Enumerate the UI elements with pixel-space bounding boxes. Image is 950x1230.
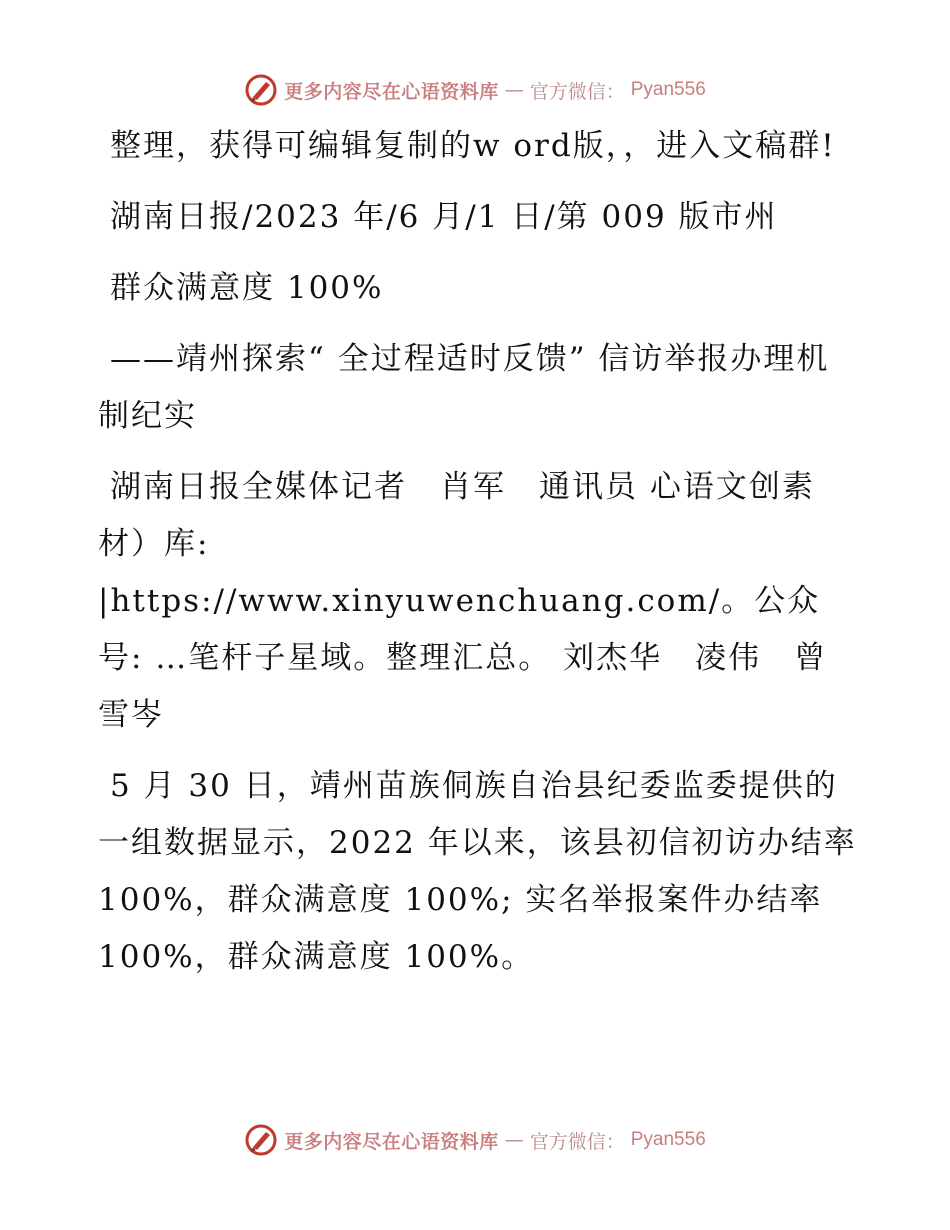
article-subtitle: ——靖州探索“ 全过程适时反馈” 信访举报办理机制纪实 bbox=[98, 341, 830, 434]
body-paragraph: 5 月 30 日，靖州苗族侗族自治县纪委监委提供的一组数据显示，2022 年以来，该县初信初访办结率 100%，群众满意度 100%; 实名举报案件办结率 100%，群众满意度 100%。 bbox=[98, 768, 857, 975]
source-line: 湖南日报/2023 年/6 月/1 日/第 009 版市州 bbox=[110, 199, 778, 235]
pen-logo-icon bbox=[244, 1123, 278, 1157]
header-watermark bbox=[0, 70, 950, 110]
watermark-text: 更多内容尽在心语资料库 bbox=[284, 80, 499, 103]
document-body bbox=[98, 118, 858, 1000]
byline: 湖南日报全媒体记者 肖军 通讯员 心语文创素材）库: |https://www.xinyuwenchuang.com/。公众号: …笔杆子星域。整理汇总。 刘杰华 凌伟 曾雪岑 bbox=[98, 469, 828, 733]
footer-watermark bbox=[0, 1120, 950, 1160]
pen-logo-icon bbox=[244, 73, 278, 107]
watermark-id: Pyan556 bbox=[630, 79, 706, 100]
watermark-dash: — bbox=[504, 1129, 524, 1151]
article-title: 群众满意度 100% bbox=[110, 270, 384, 306]
intro-note: 整理，获得可编辑复制的w ord版，，进入文稿群! bbox=[110, 128, 836, 164]
watermark-text: 更多内容尽在心语资料库 bbox=[284, 1130, 499, 1153]
watermark-dash: — bbox=[504, 79, 524, 101]
watermark-id: Pyan556 bbox=[630, 1129, 706, 1150]
watermark-label: 官方微信： bbox=[529, 1130, 625, 1153]
watermark-label: 官方微信： bbox=[529, 80, 625, 103]
